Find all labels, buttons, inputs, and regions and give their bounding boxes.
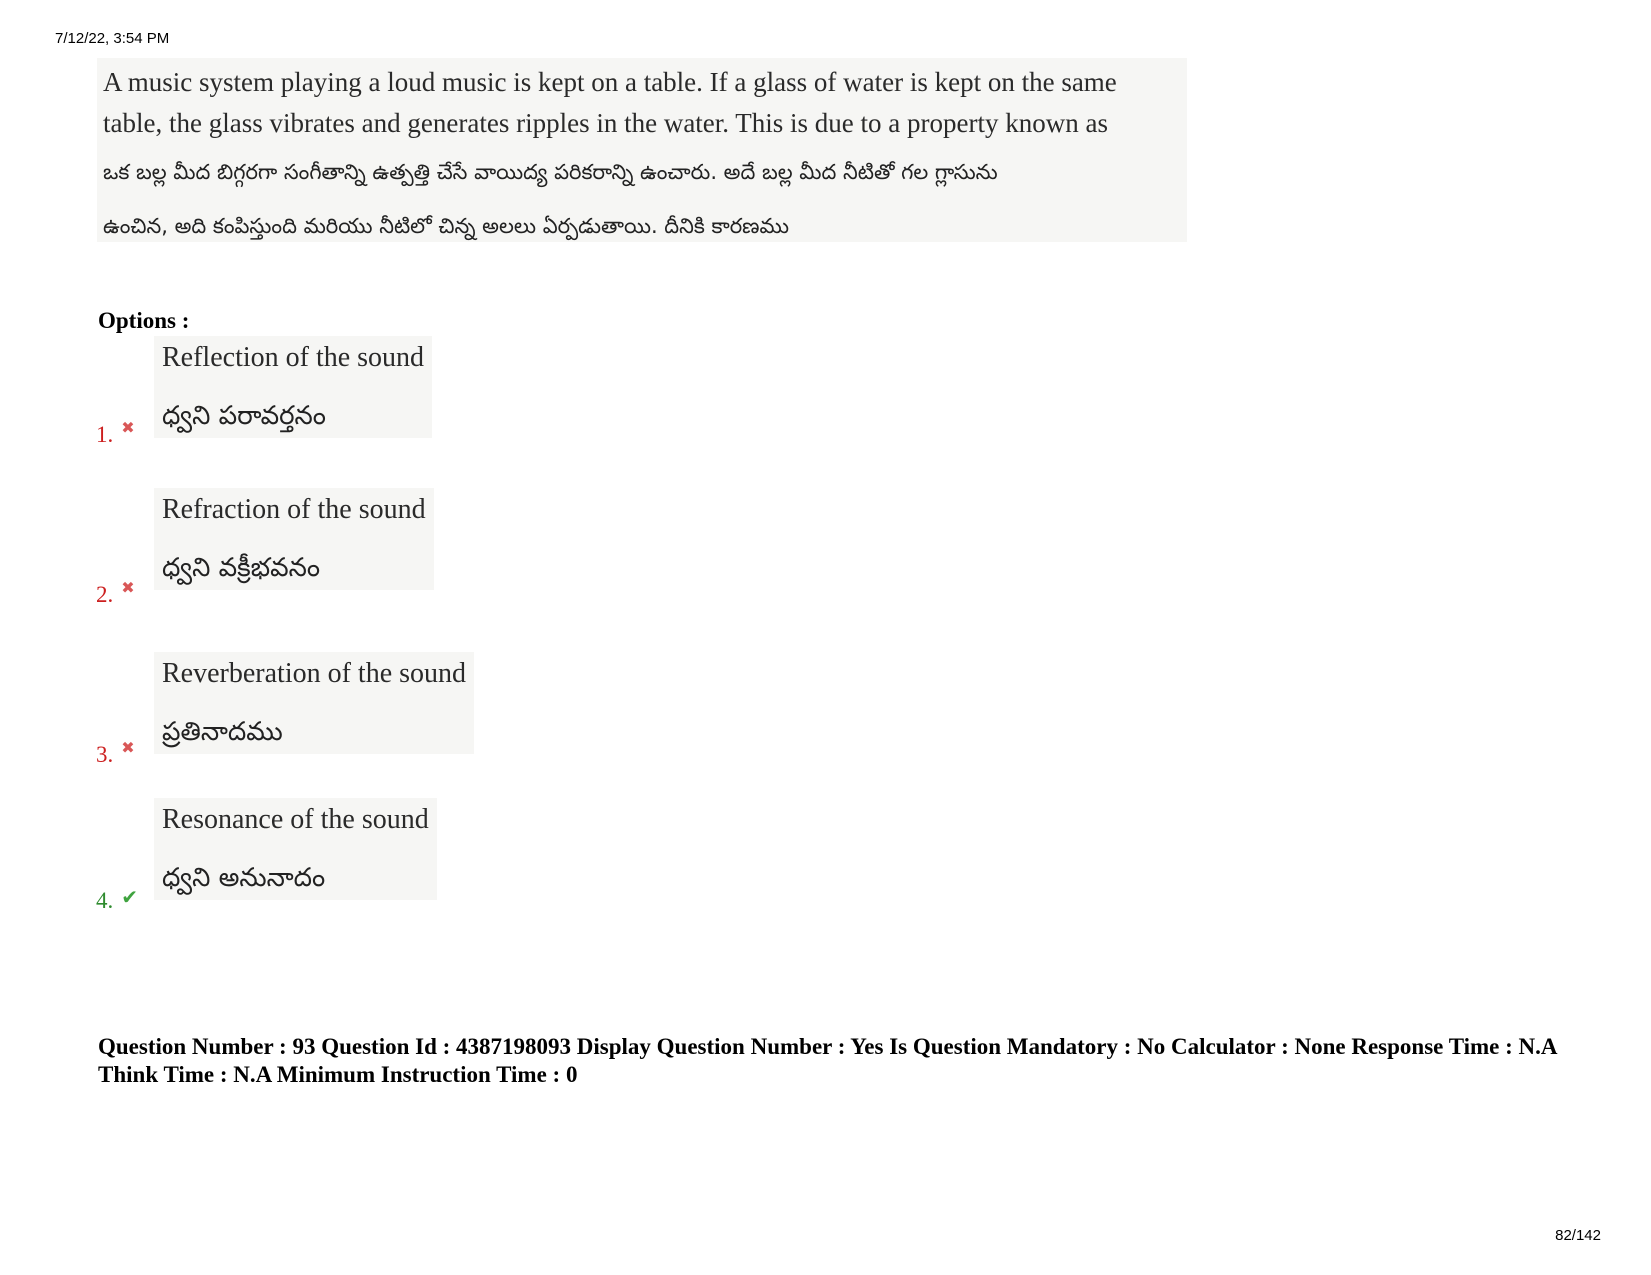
- page-number: 82/142: [1555, 1227, 1601, 1244]
- option-number: [96, 417, 135, 448]
- option-4: [96, 798, 696, 928]
- option-1: [96, 336, 696, 456]
- option-text-telugu: ధ్వని అనునాదం: [162, 863, 326, 893]
- option-text-image: [154, 652, 474, 754]
- option-3: [96, 652, 696, 782]
- option-text-english: Reverberation of the sound: [162, 658, 467, 689]
- question-metadata: Question Number : 93 Question Id : 4387198093 Display Question Number : Yes Is Question Mandatory : No Calculator : None Response Time : N.A Think Time : N.A Minimum Instruction Time : 0: [98, 1034, 1557, 1087]
- question-text-telugu-line-1: ఒక బల్ల మీద బిగ్గరగా సంగీతాన్ని ఉత్పత్తి చేసే వాయిద్య పరికరాన్ని ఉంచారు. అదే బల్ల మీద నీటితో గల గ్లాసును: [103, 160, 998, 184]
- cross-icon: ✖: [121, 577, 135, 597]
- option-text-english: Resonance of the sound: [162, 804, 429, 835]
- option-text-english: Reflection of the sound: [162, 342, 425, 373]
- check-icon: ✔: [121, 885, 139, 909]
- option-number: [96, 577, 135, 608]
- question-text-image: [97, 58, 1187, 242]
- option-number-label: 2.: [96, 582, 114, 607]
- cross-icon: ✖: [121, 417, 135, 437]
- option-number: [96, 885, 139, 914]
- option-text-image: [154, 488, 434, 590]
- question-text-telugu-line-2: ఉంచిన, అది కంపిస్తుంది మరియు నీటిలో చిన్న అలలు ఏర్పడుతాయి. దీనికి కారణము: [103, 214, 789, 238]
- option-text-image: [154, 336, 432, 438]
- option-2: [96, 488, 696, 618]
- option-text-english: Refraction of the sound: [162, 494, 426, 525]
- option-text-telugu: ప్రతినాదము: [162, 717, 283, 747]
- option-number-label: 4.: [96, 888, 114, 913]
- option-text-telugu: ధ్వని వక్రీభవనం: [162, 553, 321, 583]
- option-text-telugu: ధ్వని పరావర్తనం: [162, 401, 326, 431]
- question-text-english: A music system playing a loud music is kept on a table. If a glass of water is kept on the same table, the glass vibrates and generates ripples in the water. This is due to a property known as: [103, 67, 1117, 138]
- option-number: [96, 737, 135, 768]
- option-number-label: 3.: [96, 742, 114, 767]
- cross-icon: ✖: [121, 737, 135, 757]
- options-heading: Options :: [98, 308, 190, 333]
- option-text-image: [154, 798, 437, 900]
- option-number-label: 1.: [96, 422, 114, 447]
- print-timestamp: 7/12/22, 3:54 PM: [55, 30, 170, 47]
